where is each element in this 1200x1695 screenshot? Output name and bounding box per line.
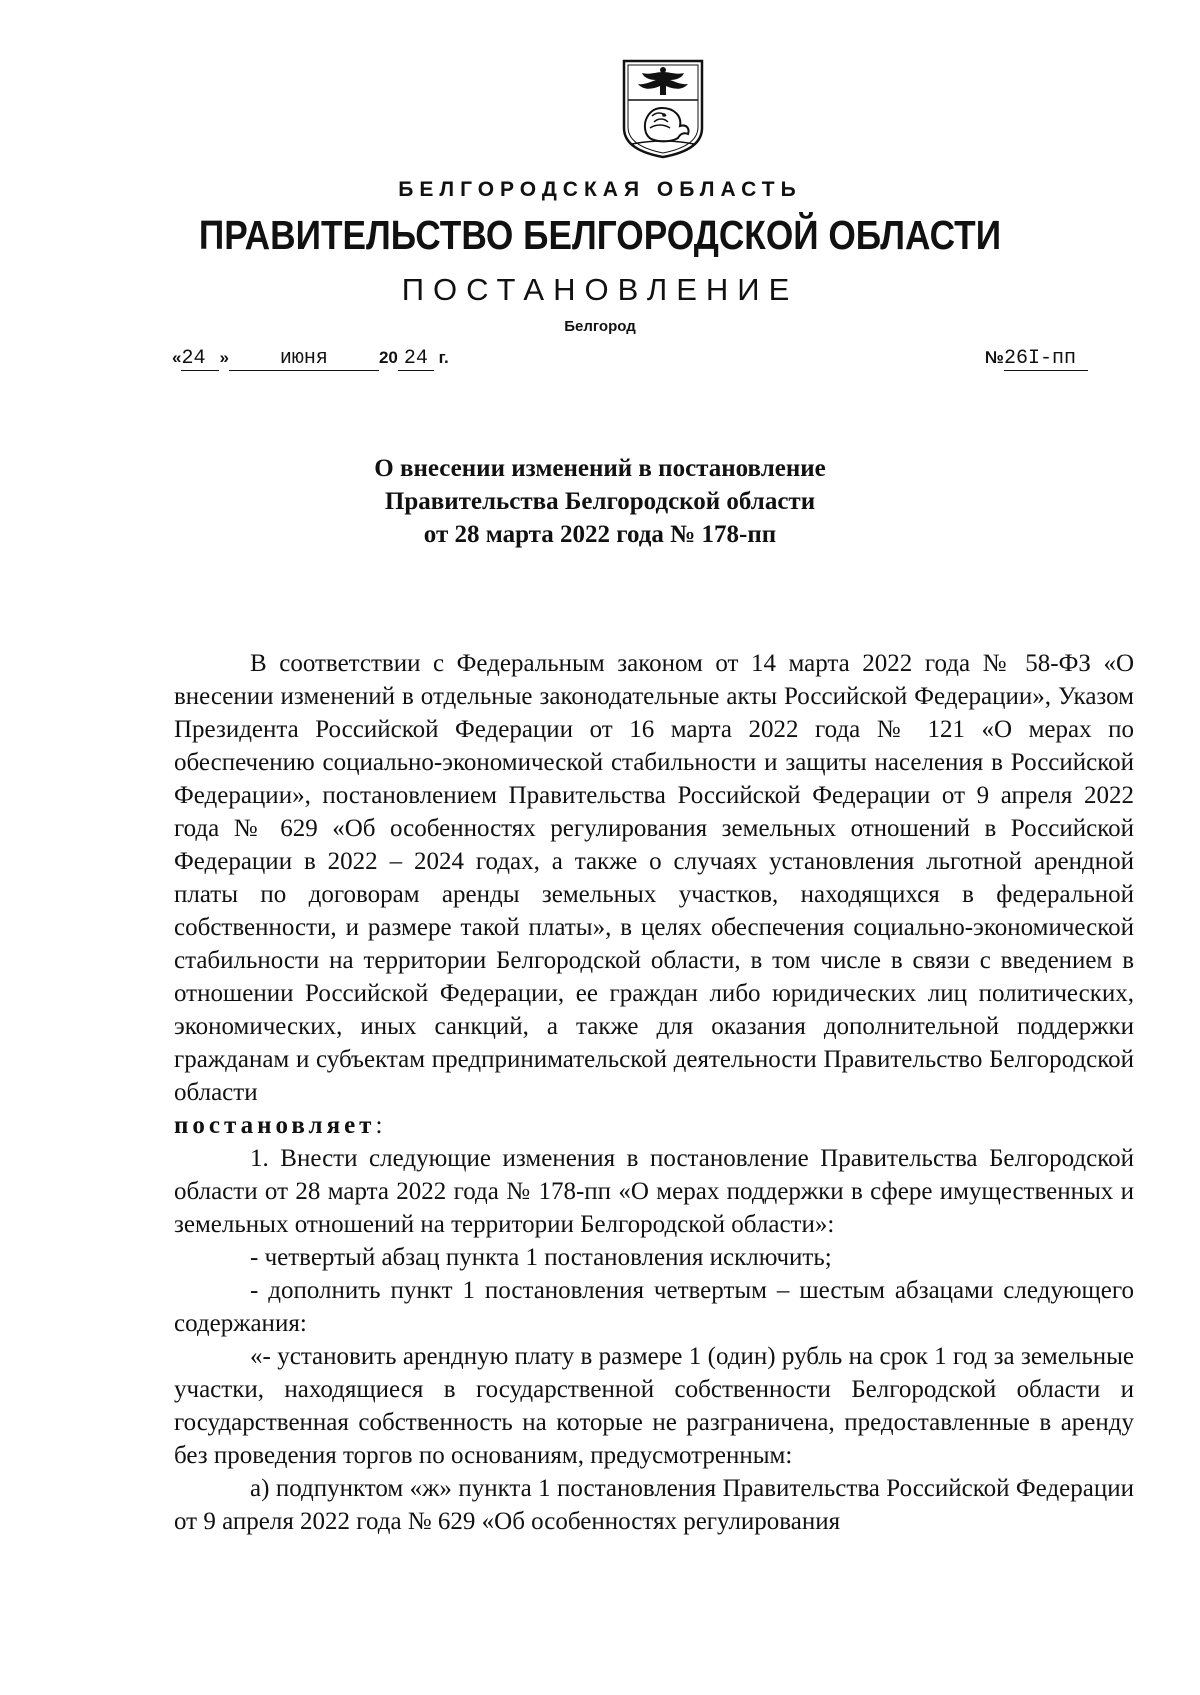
document-body	[174, 647, 1134, 1538]
date-close-quote: »	[219, 348, 229, 367]
resolves-line	[174, 1109, 1134, 1142]
number-value: 26I-пп	[1004, 348, 1088, 371]
preamble-paragraph: В соответствии с Федеральным законом от 14 марта 2022 года № 58-ФЗ «О внесении изменений в отдельные законодательные акты Российской Федерации», Указом Президента Российской Федерации от 16 марта 2022 года № 121 «О мерах по обеспечению социально-экономической стабильности и защиты населения в Российской Федерации», постановлением Правительства Российской Федерации от 9 апреля 2022 года № 629 «Об особенностях регулирования земельных отношений в Российской Федерации в 2022 – 2024 годах, а также о случаях установления льготной арендной платы по договорам аренды земельных участков, находящихся в федеральной собственности, и размере такой платы», в целях обеспечения социально-экономической стабильности на территории Белгородской области, в том числе в связи с введением в отношении Российской Федерации, ее граждан либо юридических лиц политических, экономических, иных санкций, а также для оказания дополнительной поддержки гражданам и субъектам предпринимательской деятельности Правительство Белгородской области	[174, 650, 1134, 1106]
date-day: 24	[181, 348, 219, 371]
document-number	[985, 348, 1088, 371]
date-open-quote: «	[172, 348, 182, 367]
document-type: ПОСТАНОВЛЕНИЕ	[401, 272, 799, 307]
date-year-prefix: 20	[378, 348, 398, 367]
region-heading: БЕЛГОРОДСКАЯ ОБЛАСТЬ	[398, 178, 802, 201]
paragraph-2: - четвертый абзац пункта 1 постановления исключить;	[250, 1244, 832, 1271]
resolves-colon: :	[375, 1112, 383, 1139]
paragraph-5: а) подпунктом «ж» пункта 1 постановления Правительства Российской Федерации от 9 апреля 2022 года № 629 «Об особенностях регулирования	[174, 1475, 1134, 1535]
title-line-1: О внесении изменений в постановление	[374, 455, 826, 482]
coat-of-arms-emblem	[620, 58, 706, 160]
date-year-unit: г.	[438, 348, 449, 367]
paragraph-4: «- установить арендную плату в размере 1 (один) рубль на срок 1 год за земельные участки, находящиеся в государственной собственности Белгородской области и государственная собственность на которые не разграничена, предоставленные в аренду без проведения торгов по основаниям, предусмотренным:	[174, 1343, 1134, 1469]
date-month: июня	[229, 348, 379, 371]
title-line-2: Правительства Белгородской области	[384, 488, 816, 515]
city-label: Белгород	[564, 318, 636, 335]
document-title	[0, 452, 1200, 551]
paragraph-1: 1. Внести следующие изменения в постановление Правительства Белгородской области от 28 марта 2022 года № 178-пп «О мерах поддержки в сфере имущественных и земельных отношений на территории Белгородской области»:	[174, 1145, 1134, 1238]
title-line-3: от 28 марта 2022 года № 178-пп	[423, 521, 777, 548]
number-label: №	[985, 348, 1004, 367]
government-heading: ПРАВИТЕЛЬСТВО БЕЛГОРОДСКОЙ ОБЛАСТИ	[198, 212, 1002, 258]
date-year-suffix: 24	[398, 348, 434, 371]
document-date	[172, 348, 449, 371]
paragraph-3: - дополнить пункт 1 постановления четвертым – шестым абзацами следующего содержания:	[174, 1277, 1134, 1337]
resolves-word: постановляет	[174, 1112, 376, 1139]
